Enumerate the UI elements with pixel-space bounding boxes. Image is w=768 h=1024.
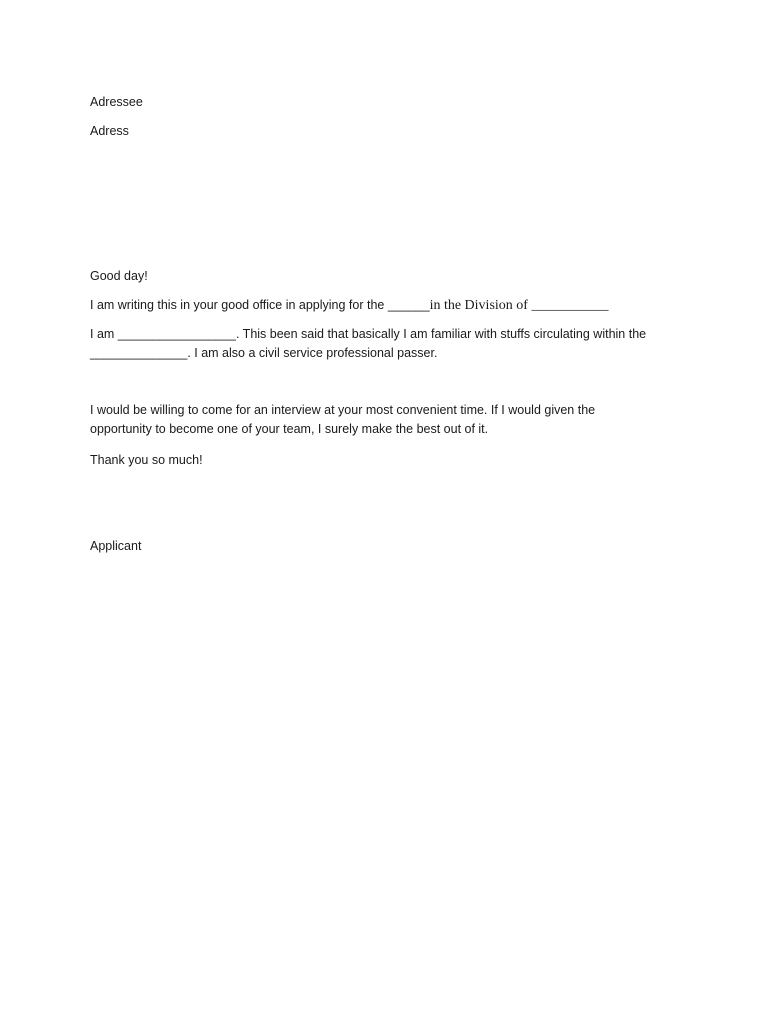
paragraph-application [90, 296, 608, 315]
closing: Thank you so much! [90, 453, 203, 467]
paragraph-interview-line1: I would be willing to come for an interview at your most convenient time. If I would given the [90, 403, 596, 417]
paragraph-background [90, 325, 690, 363]
greeting: Good day! [90, 269, 148, 283]
paragraph-application-part2: in the Division of ___________ [429, 298, 609, 313]
paragraph-background-line2: ______________. I am also a civil service professional passer. [90, 346, 438, 360]
paragraph-interview-line2: opportunity to become one of your team, I surely make the best out of it. [90, 422, 489, 436]
paragraph-application-part1: I am writing this in your good office in applying for the ______ [90, 298, 430, 312]
address-line: Adress [90, 124, 129, 138]
paragraph-interview [90, 401, 690, 439]
signature: Applicant [90, 539, 142, 553]
addressee-line: Adressee [90, 95, 143, 109]
paragraph-background-line1: I am _________________. This been said that basically I am familiar with stuffs circulating within the [90, 327, 647, 341]
